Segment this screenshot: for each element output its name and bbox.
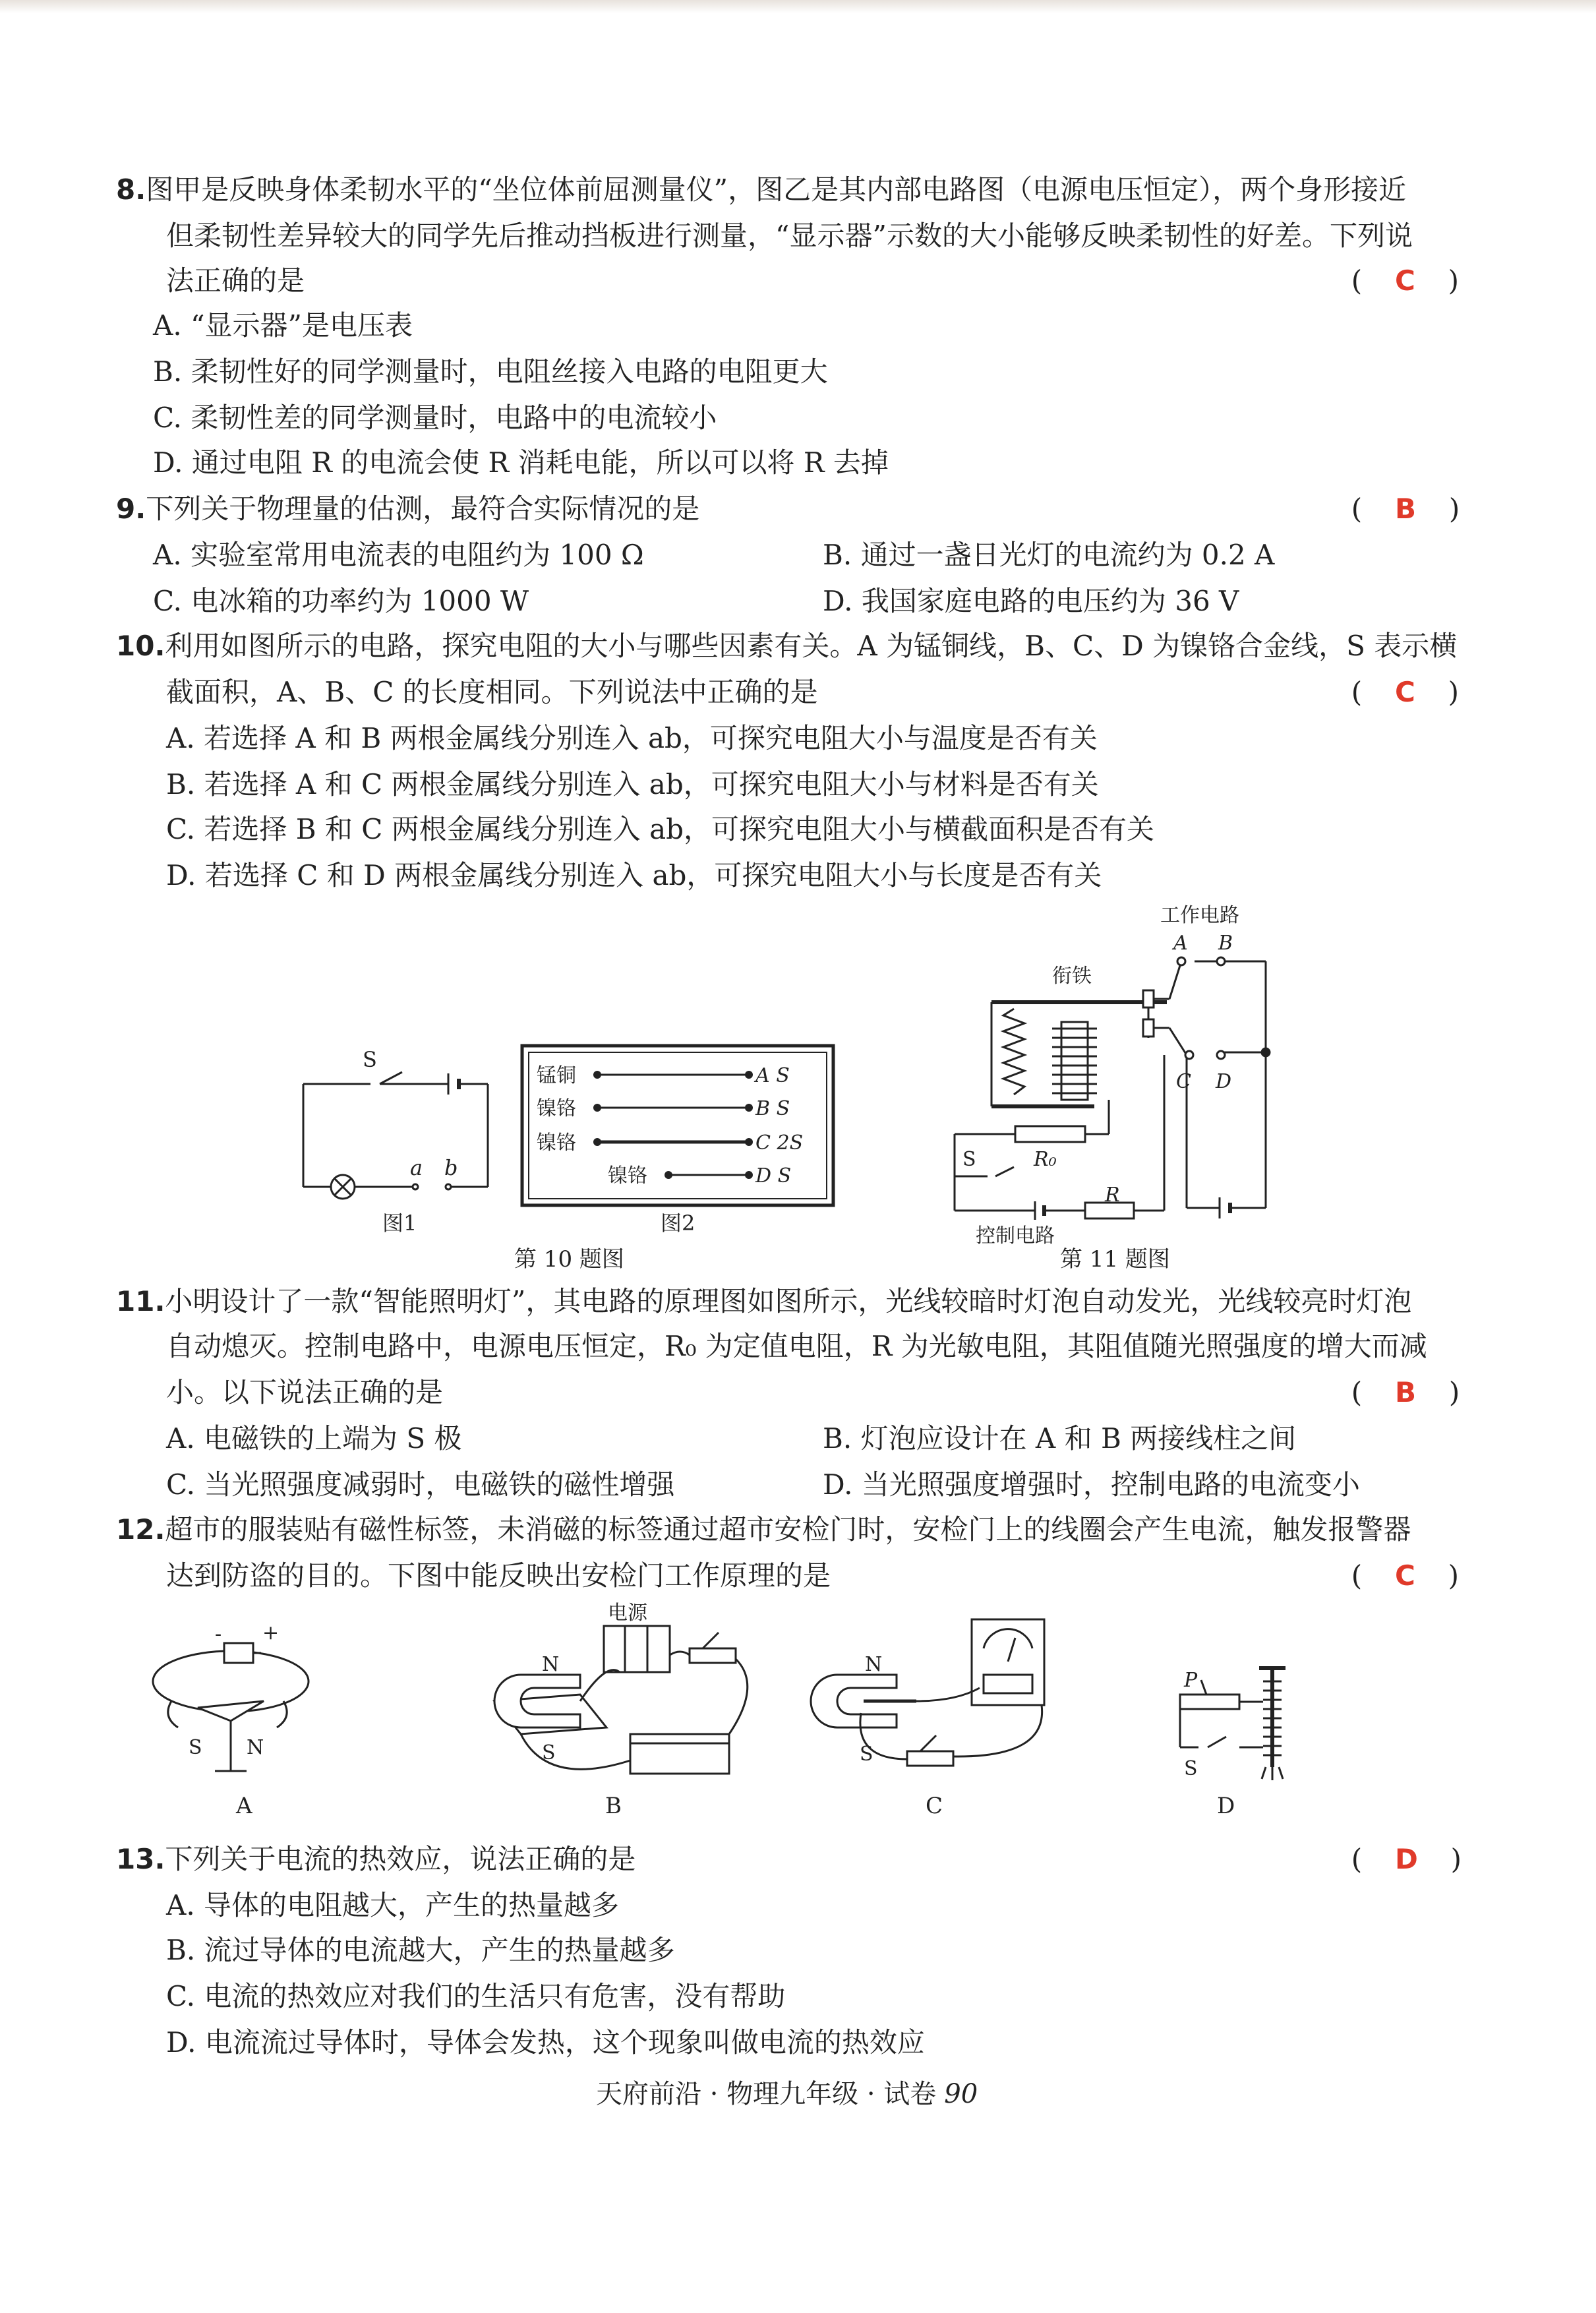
fig10-wire-d-label: D S <box>755 1164 792 1187</box>
q11-option-b: B. 灯泡应设计在 A 和 B 两接线柱之间 <box>823 1422 1297 1455</box>
fig10-wire-c-label: C 2S <box>755 1131 804 1155</box>
q11-option-a: A. 电磁铁的上端为 S 极 <box>166 1422 462 1455</box>
q8-line2: 但柔韧性差异较大的同学先后推动挡板进行测量，“显示器”示数的大小能够反映柔韧性的好差。下列说 <box>166 220 1413 252</box>
q8-answer-letter: C <box>1395 264 1415 297</box>
q12-fig-a-caption: A <box>236 1793 252 1819</box>
q12-fig-d-s: S <box>1184 1757 1198 1780</box>
q11-line3: 小。以下说法正确的是 <box>166 1376 444 1408</box>
q12-fig-c-s: S <box>860 1743 873 1766</box>
q9-stem: 9.下列关于物理量的估测，最符合实际情况的是 <box>116 493 700 525</box>
q12-fig-d-caption: D <box>1217 1793 1235 1819</box>
q8-option-c: C. 柔韧性差的同学测量时，电路中的电流较小 <box>153 402 717 434</box>
q12-line1: 12.超市的服装贴有磁性标签，未消磁的标签通过超市安检门时，安检门上的线圈会产生电流，触发报警器 <box>116 1513 1411 1546</box>
fig11-terminal-b: B <box>1218 932 1233 955</box>
q13-answer-letter: D <box>1395 1843 1418 1875</box>
q12-fig-b <box>494 1626 748 1774</box>
footer-title: 天府前沿 · 物理九年级 · 试卷 <box>596 2079 937 2109</box>
q13-option-b: B. 流过导体的电流越大，产生的热量越多 <box>166 1934 675 1966</box>
q11-answer-letter: B <box>1395 1376 1417 1408</box>
q13-number: 13. <box>116 1843 165 1875</box>
q9-option-c: C. 电冰箱的功率约为 1000 W <box>153 585 529 617</box>
q10-answer: ( C ) <box>1351 676 1460 708</box>
q12-fig-a <box>153 1643 309 1771</box>
fig11-terminal-d: D <box>1216 1070 1232 1093</box>
fig11-armature-label: 衔铁 <box>1052 965 1092 988</box>
fig11-terminal-c: C <box>1176 1070 1191 1093</box>
q10-line1: 10.利用如图所示的电路，探究电阻的大小与哪些因素有关。A 为锰铜线，B、C、D 为镍铬合金线，S 表示横 <box>116 630 1458 662</box>
fig10-wire-a-material: 锰铜 <box>537 1064 576 1087</box>
q12-fig-a-s: S <box>189 1736 202 1759</box>
q12-fig-b-caption: B <box>605 1793 622 1819</box>
q9-option-a: A. 实验室常用电流表的电阻约为 100 Ω <box>153 539 644 571</box>
q10-option-b: B. 若选择 A 和 C 两根金属线分别连入 ab，可探究电阻大小与材料是否有关 <box>166 768 1099 800</box>
q10-line2: 截面积，A、B、C 的长度相同。下列说法中正确的是 <box>166 676 818 708</box>
fig11-r0-label: R₀ <box>1034 1148 1057 1171</box>
q10-number: 10. <box>116 630 165 662</box>
q11-line1: 11.小明设计了一款“智能照明灯”，其电路的原理图如图所示，光线较暗时灯泡自动发光，光线较亮时灯泡 <box>116 1285 1412 1317</box>
q12-answer: ( C ) <box>1351 1559 1460 1592</box>
q8-option-b: B. 柔韧性好的同学测量时，电阻丝接入电路的电阻更大 <box>153 355 828 388</box>
fig11-switch-label: S <box>962 1148 976 1171</box>
fig10-switch-label: S <box>363 1047 377 1072</box>
q12-fig-a-minus: - <box>215 1623 222 1646</box>
q13-option-a: A. 导体的电阻越大，产生的热量越多 <box>166 1889 620 1921</box>
q9-answer-letter: B <box>1395 493 1417 525</box>
q9-number: 9. <box>116 493 146 525</box>
fig10-terminal-b: b <box>444 1155 458 1180</box>
q9-option-b: B. 通过一盏日光灯的电流约为 0.2 A <box>823 539 1275 571</box>
q10-option-c: C. 若选择 B 和 C 两根金属线分别连入 ab，可探究电阻大小与横截面积是否有关 <box>166 813 1155 845</box>
q11-line2: 自动熄灭。控制电路中，电源电压恒定，R₀ 为定值电阻，R 为光敏电阻，其阻值随光照强度的增大而减 <box>166 1330 1427 1362</box>
q11-option-c: C. 当光照强度减弱时，电磁铁的磁性增强 <box>166 1468 675 1501</box>
q8-line3: 法正确的是 <box>166 264 305 297</box>
q13-option-d: D. 电流流过导体时，导体会发热，这个现象叫做电流的热效应 <box>166 2026 925 2058</box>
fig10-caption: 第 10 题图 <box>514 1246 624 1273</box>
q13-option-c: C. 电流的热效应对我们的生活只有危害，没有帮助 <box>166 1980 786 2012</box>
page-number: 90 <box>944 2079 978 2109</box>
q12-fig-c-n: N <box>865 1653 883 1676</box>
q10-option-a: A. 若选择 A 和 B 两根金属线分别连入 ab，可探究电阻大小与温度是否有关 <box>166 722 1098 754</box>
q8-option-a: A. “显示器”是电压表 <box>153 309 413 342</box>
q12-fig-a-plus: + <box>262 1621 280 1644</box>
fig10-diagrams <box>290 1035 870 1246</box>
fig10-terminal-a: a <box>410 1155 423 1180</box>
q11-number: 11. <box>116 1285 165 1317</box>
q12-fig-c-caption: C <box>926 1793 943 1819</box>
fig10-wire-c-material: 镍铬 <box>537 1131 576 1155</box>
fig10-wire-d-material: 镍铬 <box>608 1164 647 1187</box>
q13-answer: ( D ) <box>1351 1843 1462 1875</box>
fig10-circuit <box>303 1072 488 1199</box>
q9-option-d: D. 我国家庭电路的电压约为 36 V <box>823 585 1239 617</box>
page-footer <box>596 2073 978 2111</box>
q12-fig-b-power: 电源 <box>608 1602 647 1625</box>
q8-option-d: D. 通过电阻 R 的电流会使 R 消耗电能，所以可以将 R 去掉 <box>153 446 889 479</box>
fig11-terminal-a: A <box>1173 932 1188 955</box>
q8-number: 8. <box>116 173 146 206</box>
q12-fig-b-n: N <box>542 1653 560 1676</box>
q12-number: 12. <box>116 1513 165 1546</box>
q12-fig-d-p: P <box>1184 1669 1198 1692</box>
fig11-diagram <box>936 897 1345 1253</box>
fig11-control-circuit-label: 控制电路 <box>976 1224 1055 1247</box>
fig10-fig2-caption: 图2 <box>661 1211 695 1236</box>
fig11-caption: 第 11 题图 <box>1060 1246 1170 1273</box>
q11-option-d: D. 当光照强度增强时，控制电路的电流变小 <box>823 1468 1360 1501</box>
q12-answer-letter: C <box>1395 1559 1415 1592</box>
q13-stem: 13.下列关于电流的热效应，说法正确的是 <box>116 1843 636 1875</box>
q9-answer: ( B ) <box>1351 493 1460 525</box>
q12-line2: 达到防盗的目的。下图中能反映出安检门工作原理的是 <box>166 1559 831 1592</box>
q10-answer-letter: C <box>1395 676 1415 708</box>
q12-figures <box>152 1602 1378 1826</box>
fig10-wire-a-label: A S <box>755 1064 790 1087</box>
fig10-wires <box>597 1075 749 1175</box>
q8-line1: 8.图甲是反映身体柔韧水平的“坐位体前屈测量仪”，图乙是其内部电路图（电源电压恒定），两个身形接近 <box>116 173 1407 206</box>
q10-option-d: D. 若选择 C 和 D 两根金属线分别连入 ab，可探究电阻大小与长度是否有关 <box>166 859 1102 891</box>
q11-answer: ( B ) <box>1351 1376 1460 1408</box>
fig11-r-label: R <box>1105 1184 1120 1207</box>
fig10-wire-b-material: 镍铬 <box>537 1097 576 1120</box>
fig11-terminals <box>1177 957 1270 1059</box>
q8-answer: ( C ) <box>1351 264 1460 297</box>
q12-fig-b-s: S <box>542 1741 556 1764</box>
q12-fig-c <box>811 1619 1044 1766</box>
q12-fig-a-n: N <box>247 1736 264 1759</box>
fig10-wire-b-label: B S <box>755 1097 790 1120</box>
fig10-fig1-caption: 图1 <box>382 1211 417 1236</box>
fig11-work-circuit-label: 工作电路 <box>1160 904 1239 927</box>
